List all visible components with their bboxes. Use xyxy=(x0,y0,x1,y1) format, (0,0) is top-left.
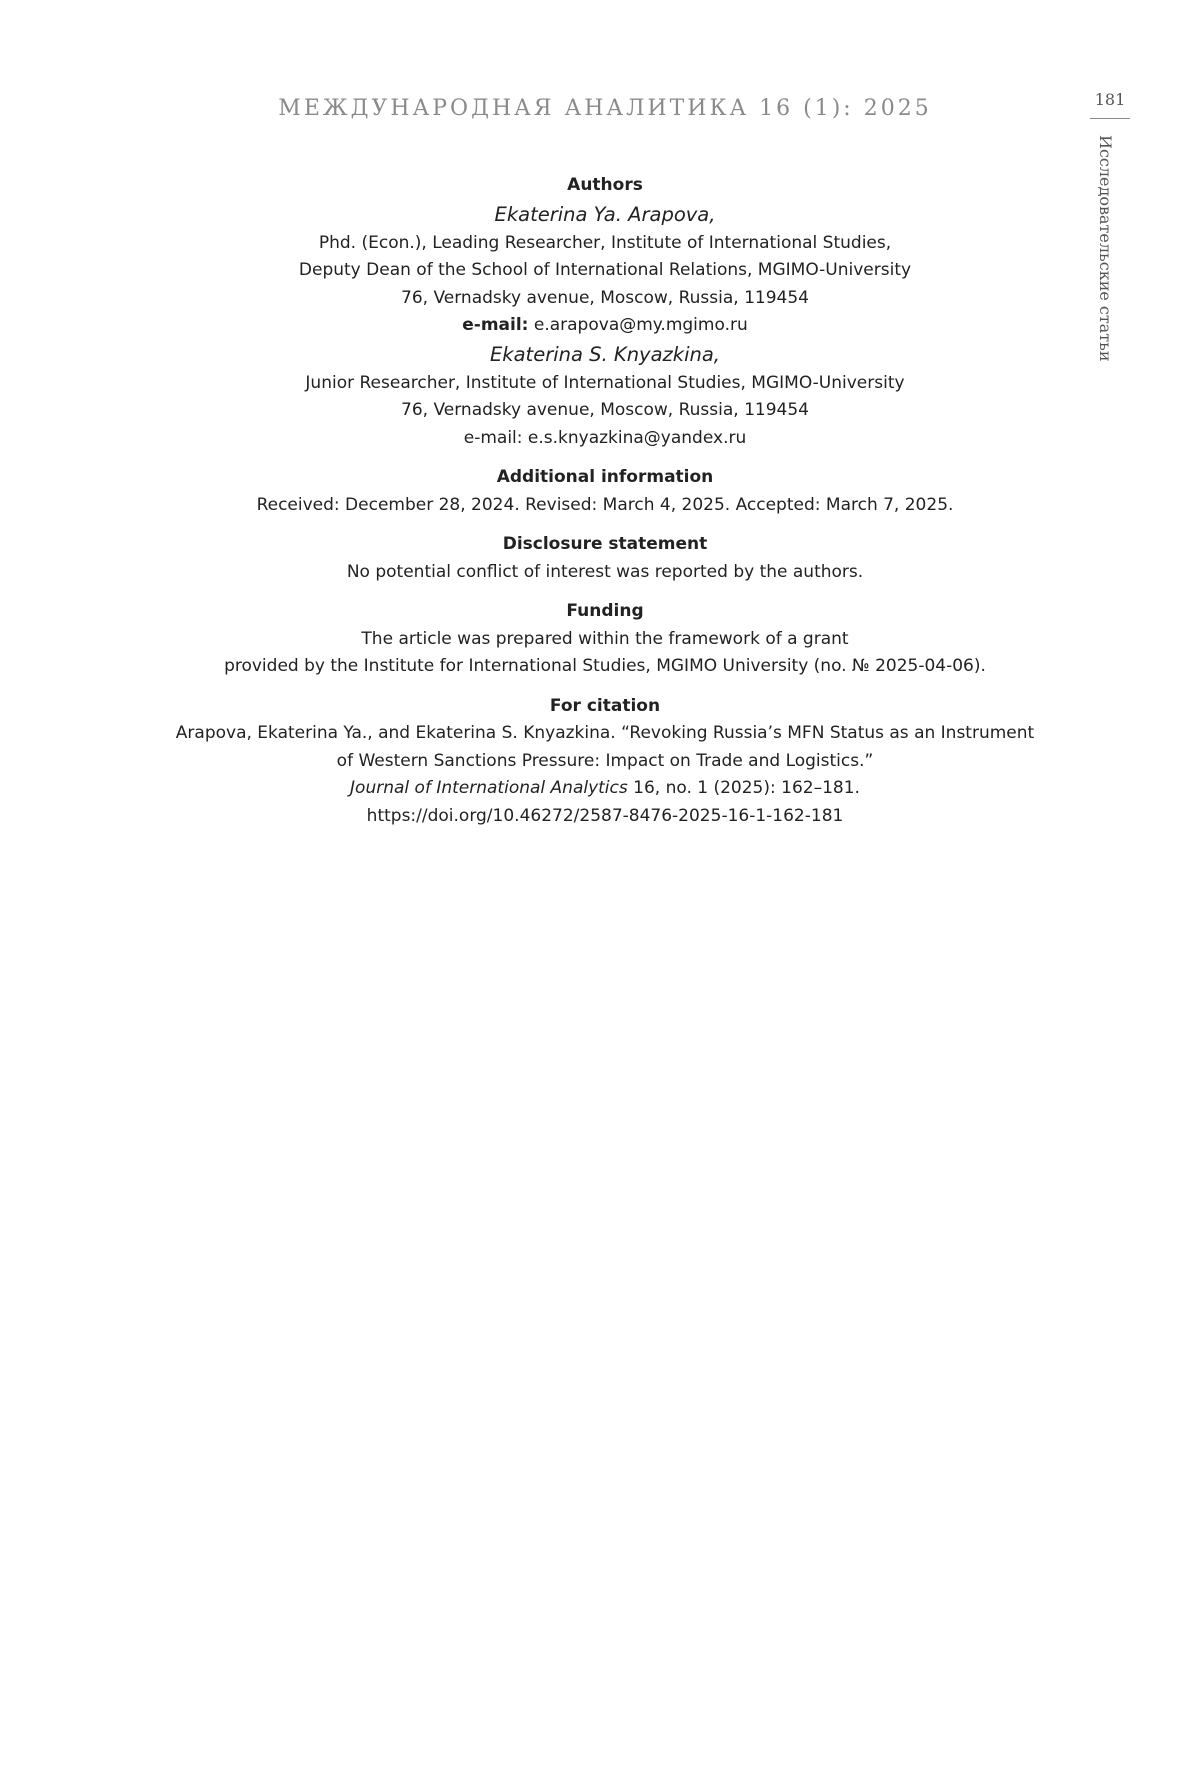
author-address: 76, Vernadsky avenue, Moscow, Russia, 119454 xyxy=(401,400,809,420)
author-affiliation-line: Phd. (Econ.), Leading Researcher, Institute of International Studies, xyxy=(318,232,892,253)
author-email[interactable]: e.arapova@my.mgimo.ru xyxy=(533,315,748,335)
citation-text-line: of Western Sanctions Pressure: Impact on Trade and Logistics.” xyxy=(336,750,874,771)
funding-heading: Funding xyxy=(566,601,644,621)
additional-info-text: Received: December 28, 2024. Revised: March 4, 2025. Accepted: March 7, 2025. xyxy=(256,494,954,515)
author-name: Ekaterina Ya. Arapova, xyxy=(494,202,716,226)
citation-journal-line xyxy=(130,775,1080,803)
author-email-line xyxy=(130,312,1080,340)
author-block-1 xyxy=(130,200,1080,340)
section-label: Исследовательские статьи xyxy=(1096,135,1115,362)
disclosure-heading: Disclosure statement xyxy=(502,534,708,554)
citation-heading: For citation xyxy=(549,695,661,716)
additional-info-heading: Additional information xyxy=(496,467,714,487)
page-number: 181 xyxy=(1094,90,1126,109)
author-email-line[interactable]: e-mail: e.s.knyazkina@yandex.ru xyxy=(463,427,747,448)
email-label: e-mail: xyxy=(462,315,529,335)
journal-volume-pages: 16, no. 1 (2025): 162–181. xyxy=(627,778,860,798)
author-affiliation-line: Junior Researcher, Institute of International Studies, MGIMO-University xyxy=(305,372,905,393)
citation-doi-link[interactable]: https://doi.org/10.46272/2587-8476-2025-16-1-162-181 xyxy=(366,805,844,826)
author-address: 76, Vernadsky avenue, Moscow, Russia, 119454 xyxy=(401,287,809,308)
author-block-2 xyxy=(130,340,1080,453)
author-affiliation-line: Deputy Dean of the School of International Relations, MGIMO-University xyxy=(298,260,912,280)
article-metadata xyxy=(130,172,1080,830)
running-head-title: МЕЖДУНАРОДНАЯ АНАЛИТИКА 16 (1): 2025 xyxy=(278,96,932,121)
author-name: Ekaterina S. Knyazkina, xyxy=(489,342,720,366)
authors-heading: Authors xyxy=(567,175,643,195)
citation-text-line: Arapova, Ekaterina Ya., and Ekaterina S. Knyazkina. “Revoking Russia’s MFN Status as an Instrument xyxy=(175,723,1035,743)
funding-text-line: The article was prepared within the framework of a grant xyxy=(361,628,849,649)
disclosure-text: No potential conflict of interest was reported by the authors. xyxy=(346,561,864,582)
journal-title: Journal of International Analytics xyxy=(350,778,628,798)
page-number-rule xyxy=(1090,118,1130,119)
funding-text-line: provided by the Institute for International Studies, MGIMO University (no. № 2025-04-06). xyxy=(224,656,986,676)
